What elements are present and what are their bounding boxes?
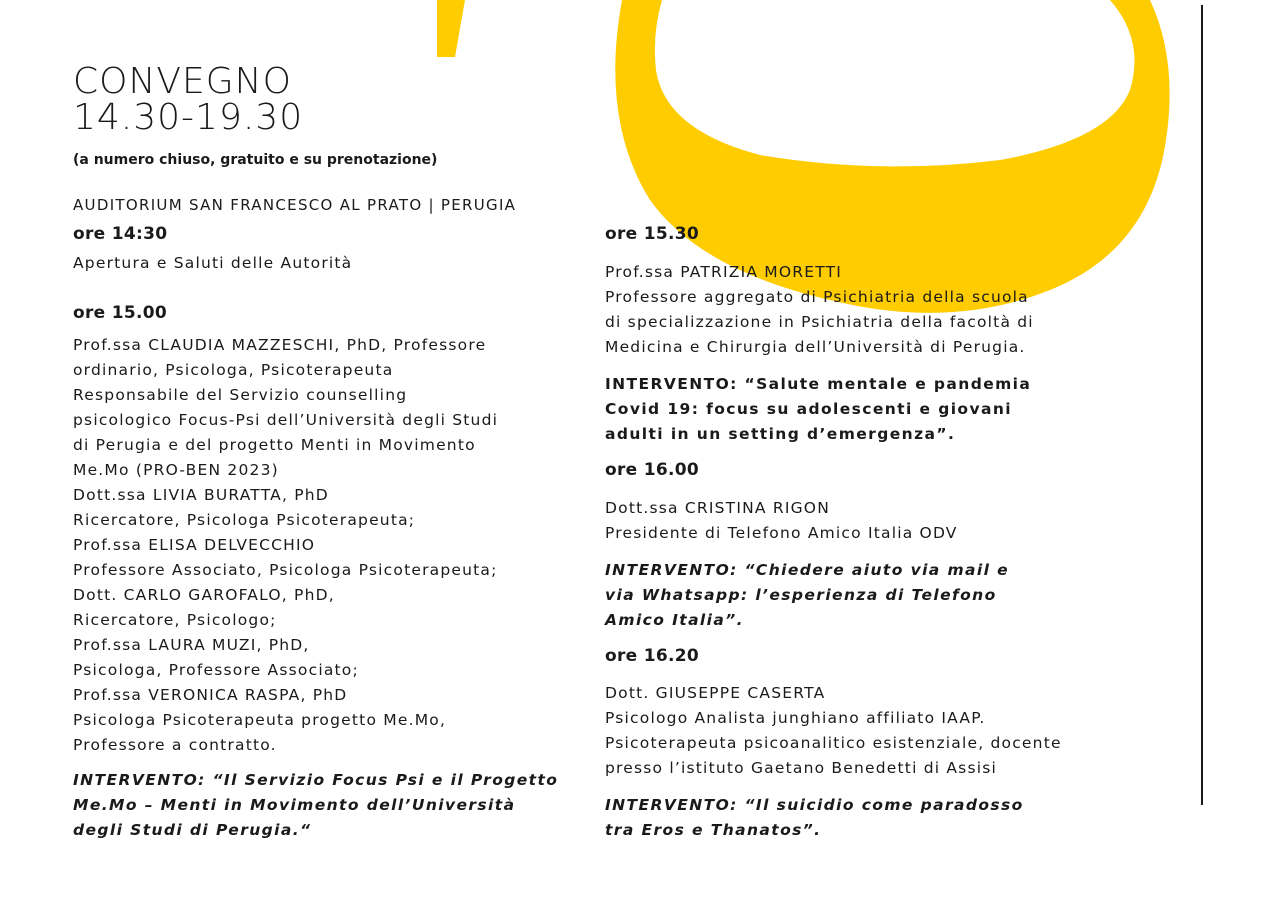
speakers-block-1620 xyxy=(605,681,1062,781)
speaker-line: Prof.ssa ELISA DELVECCHIO xyxy=(73,536,316,554)
speaker-line: Presidente di Telefono Amico Italia ODV xyxy=(605,524,958,542)
time-label-1430: ore 14:30 xyxy=(73,224,168,244)
speaker-line: Professore a contratto. xyxy=(73,736,277,754)
speaker-line: Psicoterapeuta psicoanalitico esistenziale, docente xyxy=(605,734,1062,752)
speaker-line: psicologico Focus-Psi dell’Università degli Studi xyxy=(73,411,499,429)
time-label-1600: ore 16.00 xyxy=(605,460,699,480)
speaker-line: Dott.ssa CRISTINA RIGON xyxy=(605,499,830,517)
talk-title-1500 xyxy=(73,768,558,843)
talk-line: INTERVENTO: “Chiedere aiuto via mail e xyxy=(605,561,1009,579)
talk-line: adulti in un setting d’emergenza”. xyxy=(605,425,956,443)
time-label-1620: ore 16.20 xyxy=(605,646,699,666)
title-line-2: 14.30-19.30 xyxy=(73,97,304,138)
speaker-line: Professore aggregato di Psichiatria della scuola xyxy=(605,288,1029,306)
speaker-line: Ricercatore, Psicologa Psicoterapeuta; xyxy=(73,511,416,529)
speaker-line: Responsabile del Servizio counselling xyxy=(73,386,408,404)
speakers-block-1530 xyxy=(605,260,1034,360)
speaker-line: Ricercatore, Psicologo; xyxy=(73,611,277,629)
speakers-block-1500 xyxy=(73,333,498,758)
speaker-line: Prof.ssa LAURA MUZI, PhD, xyxy=(73,636,310,654)
talk-title-1620 xyxy=(605,793,1024,843)
talk-line: Amico Italia”. xyxy=(605,611,744,629)
speaker-line: ordinario, Psicologa, Psicoterapeuta xyxy=(73,361,394,379)
talk-line: INTERVENTO: “Il suicidio come paradosso xyxy=(605,796,1024,814)
speaker-line: di specializzazione in Psichiatria della facoltà di xyxy=(605,313,1034,331)
speaker-line: presso l’istituto Gaetano Benedetti di Assisi xyxy=(605,759,998,777)
speaker-line: Prof.ssa CLAUDIA MAZZESCHI, PhD, Professore xyxy=(73,336,487,354)
talk-line: INTERVENTO: “Il Servizio Focus Psi e il Progetto xyxy=(73,771,559,789)
subtitle: (a numero chiuso, gratuito e su prenotazione) xyxy=(73,152,438,168)
opening-text: Apertura e Saluti delle Autorità xyxy=(73,254,353,272)
speaker-line: Dott.ssa LIVIA BURATTA, PhD xyxy=(73,486,329,504)
time-label-1500: ore 15.00 xyxy=(73,303,167,323)
talk-line: Me.Mo – Menti in Movimento dell’Università xyxy=(73,796,516,814)
venue: AUDITORIUM SAN FRANCESCO AL PRATO | PERUGIA xyxy=(73,196,517,214)
talk-line: Covid 19: focus su adolescenti e giovani xyxy=(605,400,1012,418)
speaker-line: Prof.ssa PATRIZIA MORETTI xyxy=(605,263,843,281)
speaker-line: Psicologa, Professore Associato; xyxy=(73,661,359,679)
speaker-line: Prof.ssa VERONICA RASPA, PhD xyxy=(73,686,348,704)
talk-line: degli Studi di Perugia.“ xyxy=(73,821,312,839)
time-label-1530: ore 15.30 xyxy=(605,224,699,244)
speaker-line: Me.Mo (PRO-BEN 2023) xyxy=(73,461,279,479)
talk-line: via Whatsapp: l’esperienza di Telefono xyxy=(605,586,997,604)
talk-title-1600 xyxy=(605,558,1009,633)
yellow-slash-shape xyxy=(437,0,465,57)
speaker-line: Psicologo Analista junghiano affiliato IAAP. xyxy=(605,709,986,727)
title-line-1: CONVEGNO xyxy=(73,61,292,102)
page-title xyxy=(73,61,304,138)
speaker-line: Professore Associato, Psicologa Psicoterapeuta; xyxy=(73,561,498,579)
talk-title-1530 xyxy=(605,372,1031,447)
speaker-line: Medicina e Chirurgia dell’Università di Perugia. xyxy=(605,338,1026,356)
speaker-line: Psicologa Psicoterapeuta progetto Me.Mo, xyxy=(73,711,447,729)
speaker-line: di Perugia e del progetto Menti in Movimento xyxy=(73,436,476,454)
talk-line: tra Eros e Thanatos”. xyxy=(605,821,822,839)
speakers-block-1600 xyxy=(605,496,958,546)
speaker-line: Dott. CARLO GAROFALO, PhD, xyxy=(73,586,335,604)
speaker-line: Dott. GIUSEPPE CASERTA xyxy=(605,684,826,702)
talk-line: INTERVENTO: “Salute mentale e pandemia xyxy=(605,375,1032,393)
